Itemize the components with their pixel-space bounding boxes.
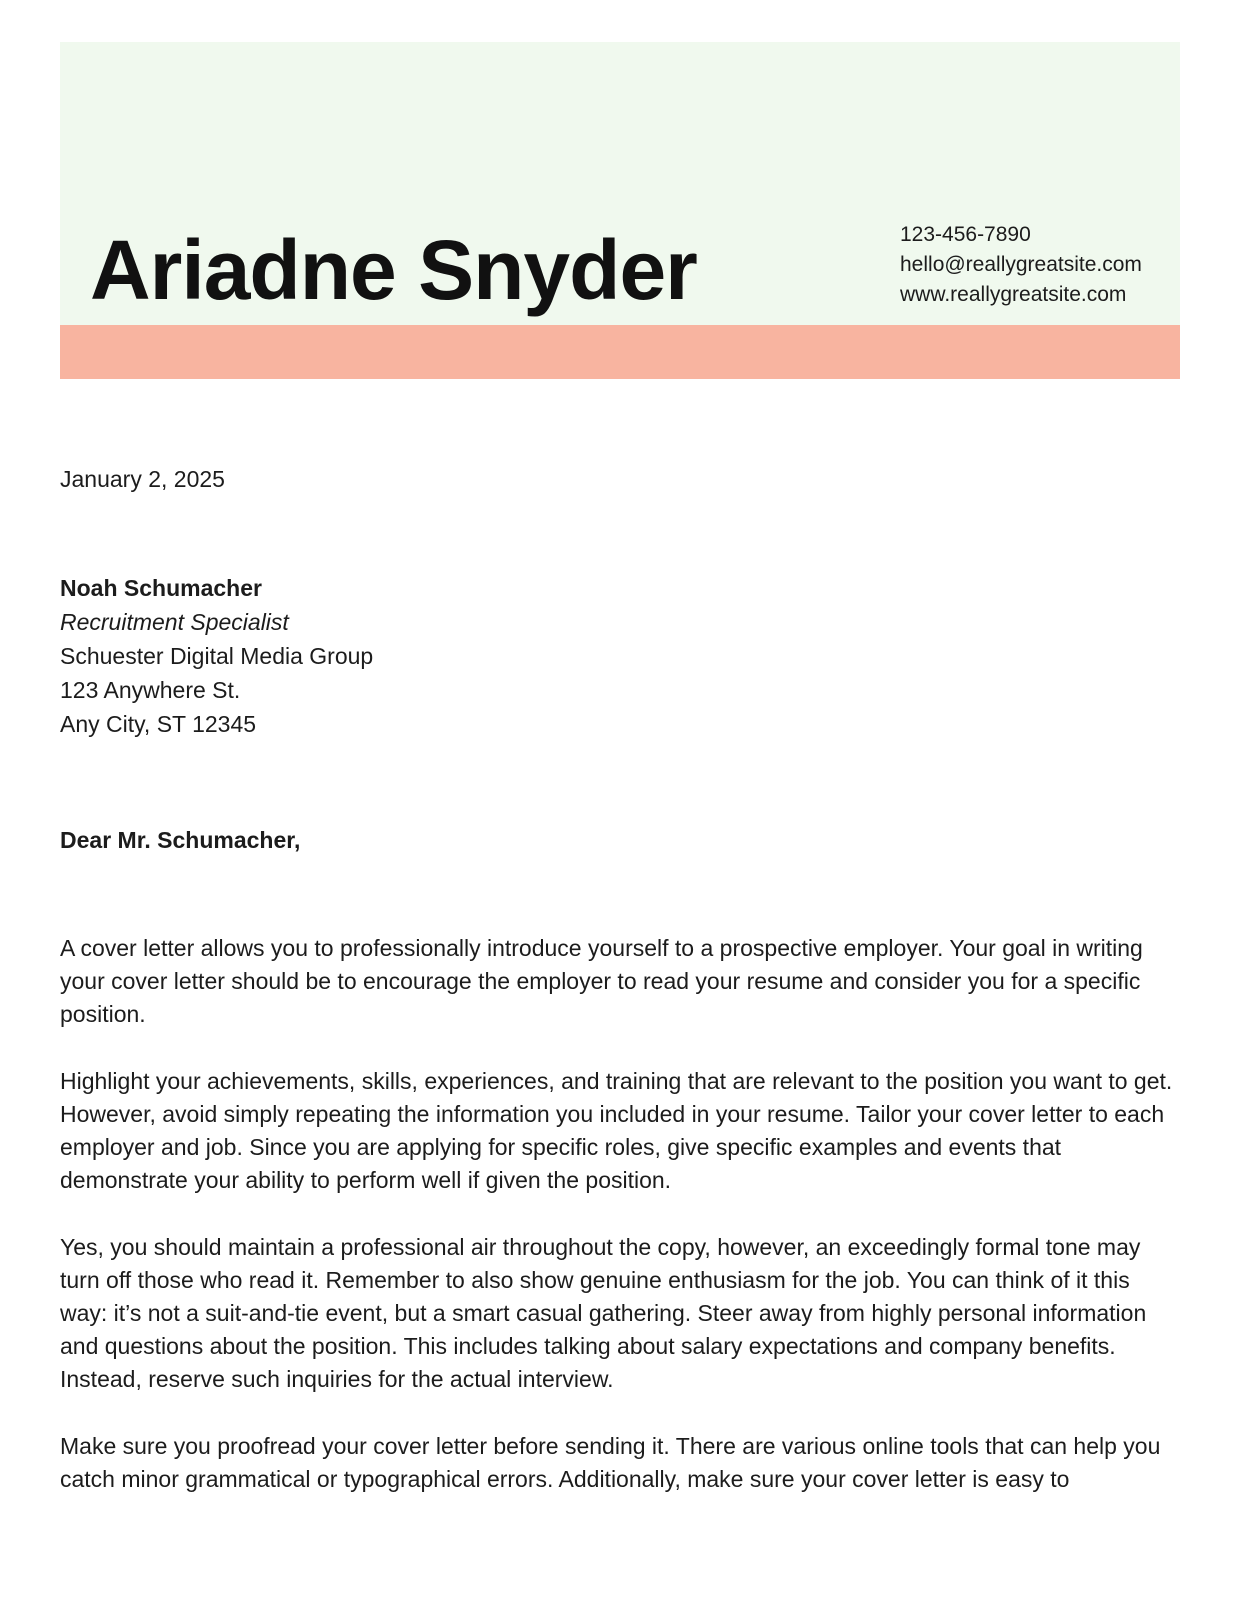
salutation: Dear Mr. Schumacher, <box>60 827 301 853</box>
recipient-title: Recruitment Specialist <box>60 609 289 635</box>
body-paragraph: A cover letter allows you to professionally introduce yourself to a prospective employer. Your goal in writing your cover letter should be to encourage the employer to read your resume and consider you for a specific position. <box>60 935 1143 1027</box>
contact-phone: 123-456-7890 <box>900 223 1031 246</box>
letter-date: January 2, 2025 <box>60 466 225 492</box>
accent-bar <box>60 325 1180 379</box>
letter-body <box>60 932 1182 1530</box>
body-paragraph: Highlight your achievements, skills, experiences, and training that are relevant to the position you want to get. However, avoid simply repeating the information you included in your resume. Tailor your cover letter to each employer and job. Since you are applying for specific roles, give specific examples and events that demonstrate your ability to perform well if given the position. <box>60 1068 1173 1193</box>
contact-website: www.reallygreatsite.com <box>900 283 1127 306</box>
recipient-address-line2: Any City, ST 12345 <box>60 711 257 737</box>
body-paragraph: Yes, you should maintain a professional air throughout the copy, however, an exceedingly formal tone may turn off those who read it. Remember to also show genuine enthusiasm for the job. You can think of it this way: it’s not a suit-and-tie event, but a smart casual gathering. Steer away from highly personal information and questions about the position. This includes talking about salary expectations and company benefits. Instead, reserve such inquiries for the actual interview. <box>60 1234 1147 1392</box>
contact-info <box>900 220 1142 310</box>
sender-name: Ariadne Snyder <box>90 223 697 317</box>
contact-email: hello@reallygreatsite.com <box>900 253 1142 276</box>
letterhead-band <box>60 42 1180 325</box>
recipient-company: Schuester Digital Media Group <box>60 643 374 669</box>
recipient-address-line1: 123 Anywhere St. <box>60 677 241 703</box>
recipient-name: Noah Schumacher <box>60 575 262 601</box>
recipient-block <box>60 571 373 741</box>
body-paragraph: Make sure you proofread your cover letter before sending it. There are various online tools that can help you catch minor grammatical or typographical errors. Additionally, make sure your cover letter is easy to <box>60 1433 1161 1492</box>
